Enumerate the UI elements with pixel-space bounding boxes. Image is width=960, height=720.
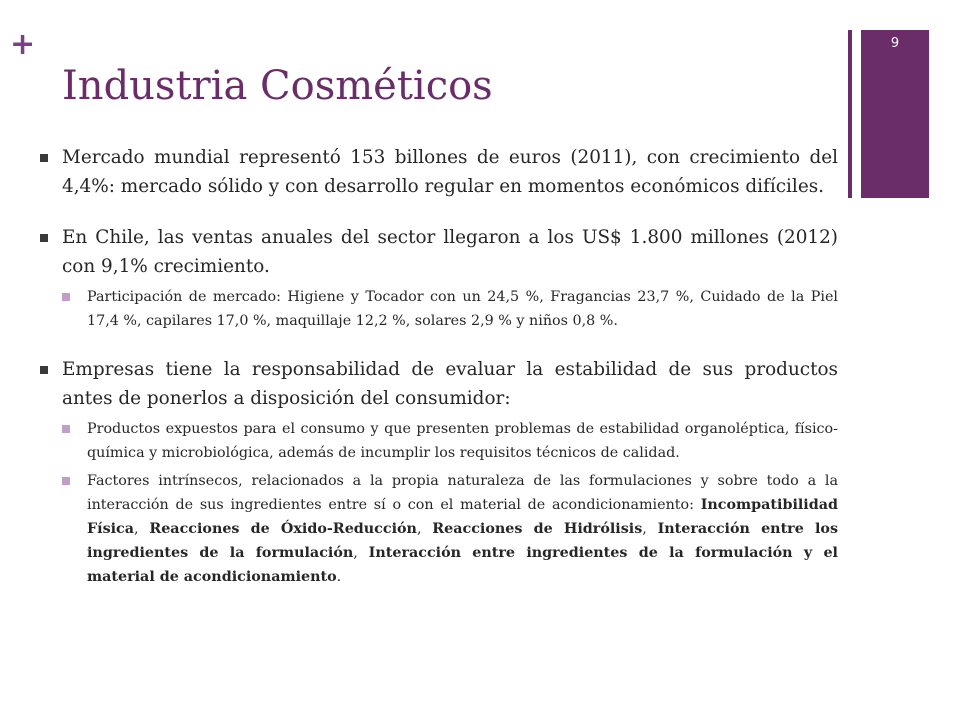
factor-term: Interacción entre ingredientes de la formulación y el material de acondicionamiento (87, 545, 838, 585)
square-bullet-icon (62, 425, 70, 433)
bullet-text: Empresas tiene la responsabilidad de evaluar la estabilidad de sus productos antes de ponerlos a disposición del consumidor: (62, 359, 838, 409)
bullet-item (38, 223, 838, 281)
square-bullet-icon (62, 477, 70, 485)
square-bullet-icon (40, 154, 48, 162)
factor-term: Reacciones de Óxido-Reducción (149, 521, 417, 537)
page-number-box (861, 30, 929, 198)
factor-term: Incompatibilidad Física (87, 497, 838, 537)
factors-intro: Factores intrínsecos, relacionados a la propia naturaleza de las formulaciones y sobre todo a la interacción de sus ingredientes entre sí o con el material de acondicionamiento: (87, 473, 838, 513)
sub-bullet-text: Participación de mercado: Higiene y Tocador con un 24,5 %, Fragancias 23,7 %, Cuidado de la Piel 17,4 %, capilares 17,0 %, maquillaje 12,2 %, solares 2,9 % y niños 0,8 %. (87, 289, 838, 329)
term-end: . (336, 569, 342, 585)
square-bullet-icon (62, 293, 70, 301)
sub-bullet-item (62, 285, 838, 333)
term-separator: , (642, 521, 658, 537)
page-number: 9 (890, 36, 900, 51)
bullet-text: Mercado mundial representó 153 billones de euros (2011), con crecimiento del 4,4%: mercado sólido y con desarrollo regular en momentos económicos difíciles. (62, 147, 838, 197)
bullet-text: En Chile, las ventas anuales del sector llegaron a los US$ 1.800 millones (2012) con 9,1% crecimiento. (62, 227, 838, 277)
term-separator: , (416, 521, 433, 537)
factor-term: Interacción entre los ingredientes de la formulación (87, 521, 839, 561)
square-bullet-icon (40, 234, 48, 242)
sub-bullet-item (62, 417, 838, 465)
bullet-item (38, 355, 838, 413)
slide-content (38, 143, 838, 589)
slide-title: Industria Cosméticos (62, 63, 493, 109)
accent-bar (848, 30, 852, 198)
plus-mark: + (10, 27, 36, 62)
bullet-item (38, 143, 838, 201)
factor-term: Reacciones de Hidrólisis (432, 521, 643, 537)
sub-bullet-item (62, 469, 838, 589)
sub-bullet-text: Productos expuestos para el consumo y que presenten problemas de estabilidad organoléptica, físico-química y microbiológica, además de incumplir los requisitos técnicos de calidad. (87, 421, 838, 461)
term-separator: , (353, 545, 369, 561)
term-separator: , (134, 521, 150, 537)
square-bullet-icon (40, 366, 48, 374)
